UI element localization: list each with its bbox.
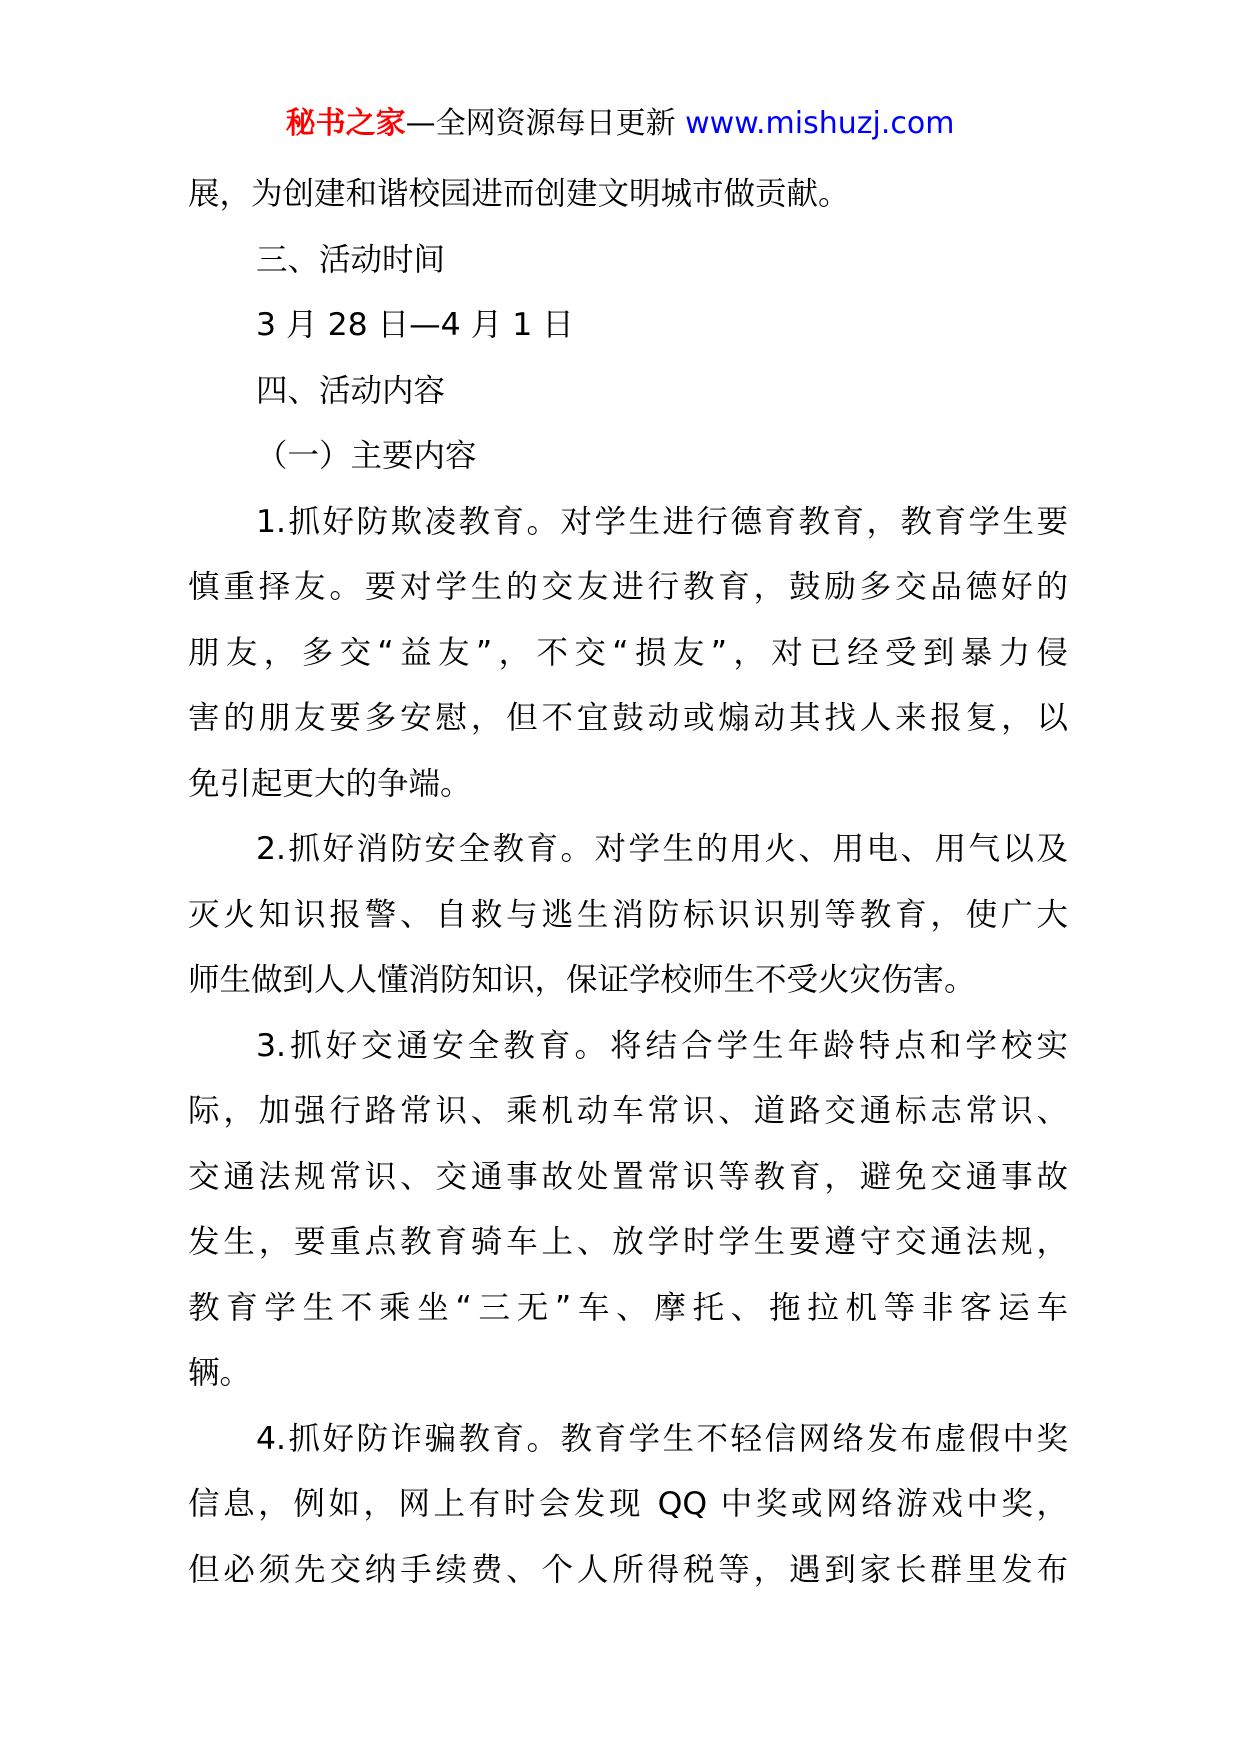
text-line: 际，加强行路常识、乘机动车常识、道路交通标志常识、 bbox=[188, 1093, 1068, 1129]
section-heading-time: 三、活动时间 bbox=[256, 241, 446, 278]
section-heading-content: 四、活动内容 bbox=[256, 372, 446, 409]
header-brand: 秘书之家 bbox=[285, 106, 406, 141]
text-line: 2.抓好消防安全教育。对学生的用火、用电、用气以及 bbox=[256, 831, 1068, 867]
text-line: 但必须先交纳手续费、个人所得税等，遇到家长群里发布 bbox=[188, 1551, 1068, 1588]
text-line: 灭火知识报警、自救与逃生消防标识识别等教育，使广大 bbox=[188, 896, 1068, 933]
text-line: 师生做到人人懂消防知识，保证学校师生不受火灾伤害。 bbox=[188, 962, 976, 998]
text-line: 交通法规常识、交通事故处置常识等教育，避免交通事故 bbox=[188, 1158, 1068, 1195]
subsection-heading-main: （一）主要内容 bbox=[256, 438, 477, 474]
text-line: 展，为创建和谐校园进而创建文明城市做贡献。 bbox=[188, 176, 850, 212]
text-line: 害的朋友要多安慰，但不宜鼓动或煽动其找人来报复，以 bbox=[188, 700, 1068, 736]
text-line: 发生，要重点教育骑车上、放学时学生要遵守交通法规， bbox=[188, 1224, 1068, 1260]
text-line: 4.抓好防诈骗教育。教育学生不轻信网络发布虚假中奖 bbox=[256, 1420, 1068, 1457]
page-header bbox=[0, 102, 1240, 146]
text-line: 慎重择友。要对学生的交友进行教育，鼓励多交品德好的 bbox=[188, 569, 1068, 605]
text-line: 1.抓好防欺凌教育。对学生进行德育教育，教育学生要 bbox=[256, 503, 1068, 540]
text-line: 免引起更大的争端。 bbox=[188, 765, 472, 802]
activity-dates: 3 月 28 日—4 月 1 日 bbox=[256, 307, 574, 343]
text-line: 辆。 bbox=[188, 1355, 252, 1391]
text-line: 3.抓好交通安全教育。将结合学生年龄特点和学校实 bbox=[256, 1027, 1068, 1064]
header-slogan: —全网资源每日更新 bbox=[405, 106, 686, 141]
document-body bbox=[188, 162, 1068, 1603]
header-url-link[interactable]: www.mishuzj.com bbox=[685, 106, 955, 141]
text-line: 教育学生不乘坐“三无”车、摩托、拖拉机等非客运车 bbox=[188, 1289, 1068, 1326]
text-line: 信息，例如，网上有时会发现 QQ 中奖或网络游戏中奖， bbox=[188, 1486, 1068, 1522]
text-line: 朋友，多交“益友”，不交“损友”，对已经受到暴力侵 bbox=[188, 634, 1068, 671]
